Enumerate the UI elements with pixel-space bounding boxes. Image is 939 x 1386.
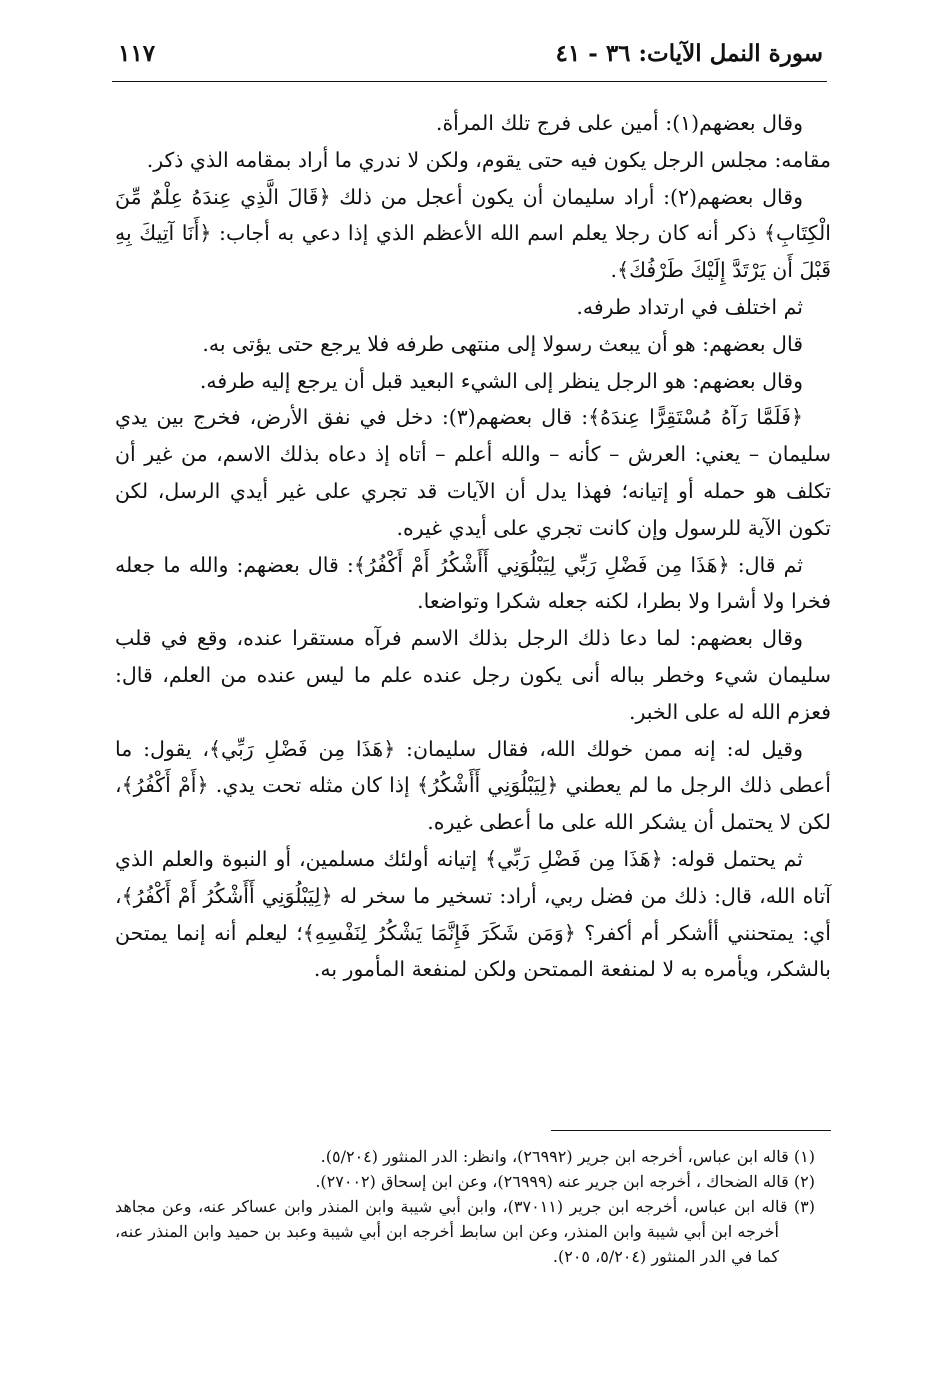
footnote: (٣) قاله ابن عباس، أخرجه ابن جرير (٣٧٠١١)، وابن أبي شيبة وابن المنذر وابن عساكر عنه، وعن مجاهد أخرجه ابن أبي شيبة وابن المنذر، وعن ابن سابط أخرجه ابن أبي شيبة وعبد بن حميد وابن المنذر عنه، كما في الدر المنثور (٥/٢٠٤، ٢٠٥).	[115, 1197, 815, 1266]
paragraph: ثم يحتمل قوله: ﴿هَذَا مِن فَضْلِ رَبِّي﴾ إتيانه أولئك مسلمين، أو النبوة والعلم الذي آتاه الله، قال: ذلك من فضل ربي، أراد: تسخير ما سخر له ﴿لِيَبْلُوَنِي أَأَشْكُرُ أَمْ أَكْفُرُ﴾، أي: يمتحنني أأشكر أم أكفر؟ ﴿وَمَن شَكَرَ فَإِنَّمَا يَشْكُرُ لِنَفْسِهِ﴾؛ ليعلم أنه إنما يمتحن بالشكر، ويأمره به لا لمنفعة الممتحن ولكن لمنفعة المأمور به.	[115, 846, 831, 982]
paragraph: وقال بعضهم: هو الرجل ينظر إلى الشيء البعيد قبل أن يرجع إليه طرفه.	[199, 368, 803, 393]
paragraph: وقال بعضهم(١): أمين على فرج تلك المرأة.	[435, 111, 803, 135]
paragraph: قال بعضهم: هو أن يبعث رسولا إلى منتهى طرفه فلا يرجع حتى يؤتى به.	[202, 331, 803, 356]
footnote-separator	[551, 1130, 831, 1131]
paragraph: وقال بعضهم: لما دعا ذلك الرجل بذلك الاسم فرآه مستقرا عنده، وقع في قلب سليمان شيء وخطر بباله أنى يكون رجل عنده علم ما ليس عنده من العلم، قال: فعزم الله له على الخبر.	[115, 626, 831, 724]
paragraph: وقيل له: إنه ممن خولك الله، فقال سليمان: ﴿هَذَا مِن فَضْلِ رَبِّي﴾، يقول: ما أعطى ذلك الرجل ما لم يعطني ﴿لِيَبْلُوَنِي أَأَشْكُرُ﴾ إذا كان مثله تحت يدي. ﴿أَمْ أَكْفُرُ﴾، لكن لا يحتمل أن يشكر الله على ما أعطى غيره.	[115, 736, 831, 835]
paragraph: ثم قال: ﴿هَذَا مِن فَضْلِ رَبِّي لِيَبْلُوَنِي أَأَشْكُرُ أَمْ أَكْفُرُ﴾: قال بعضهم: والله ما جعله فخرا ولا أشرا ولا بطرا، لكنه جعله شكرا وتواضعا.	[115, 552, 831, 614]
chapter-title: سورة النمل الآيات: ٣٦ - ٤١	[555, 40, 823, 67]
footnotes	[115, 1144, 831, 1269]
page-number: ١١٧	[118, 40, 156, 67]
paragraph: مقامه: مجلس الرجل يكون فيه حتى يقوم، ولكن لا ندري ما أراد بمقامه الذي ذكر.	[146, 147, 831, 172]
header-rule	[112, 81, 827, 82]
paragraph: ﴿فَلَمَّا رَآهُ مُسْتَقِرًّا عِندَهُ﴾: قال بعضهم(٣): دخل في نفق الأرض، فخرج بين يدي سليمان – يعني: العرش – كأنه – والله أعلم – أتاه إذ دعاه بذلك الاسم، من غير أن تكلف هو حمله أو إتيانه؛ فهذا يدل أن الآيات قد تجري على غير أيدي الرسل، لكن تكون الآية للرسول وإن كانت تجري على أيدي غيره.	[115, 405, 831, 540]
paragraph: وقال بعضهم(٢): أراد سليمان أن يكون أعجل من ذلك ﴿قَالَ الَّذِي عِندَهُ عِلْمٌ مِّنَ الْكِتَابِ﴾ ذكر أنه كان رجلا يعلم اسم الله الأعظم الذي إذا دعي به أجاب: ﴿أَنَا آتِيكَ بِهِ قَبْلَ أَن يَرْتَدَّ إِلَيْكَ طَرْفُكَ﴾.	[115, 184, 831, 283]
paragraph: ثم اختلف في ارتداد طرفه.	[576, 294, 803, 319]
footnote: (١) قاله ابن عباس، أخرجه ابن جرير (٢٦٩٩٢)، وانظر: الدر المنثور (٥/٢٠٤).	[320, 1147, 815, 1166]
running-header	[112, 38, 827, 82]
commentary-text	[115, 105, 831, 988]
footnote: (٢) قاله الضحاك ، أخرجه ابن جرير عنه (٢٦٩٩٩)، وعن ابن إسحاق (٢٧٠٠٢).	[315, 1172, 815, 1191]
